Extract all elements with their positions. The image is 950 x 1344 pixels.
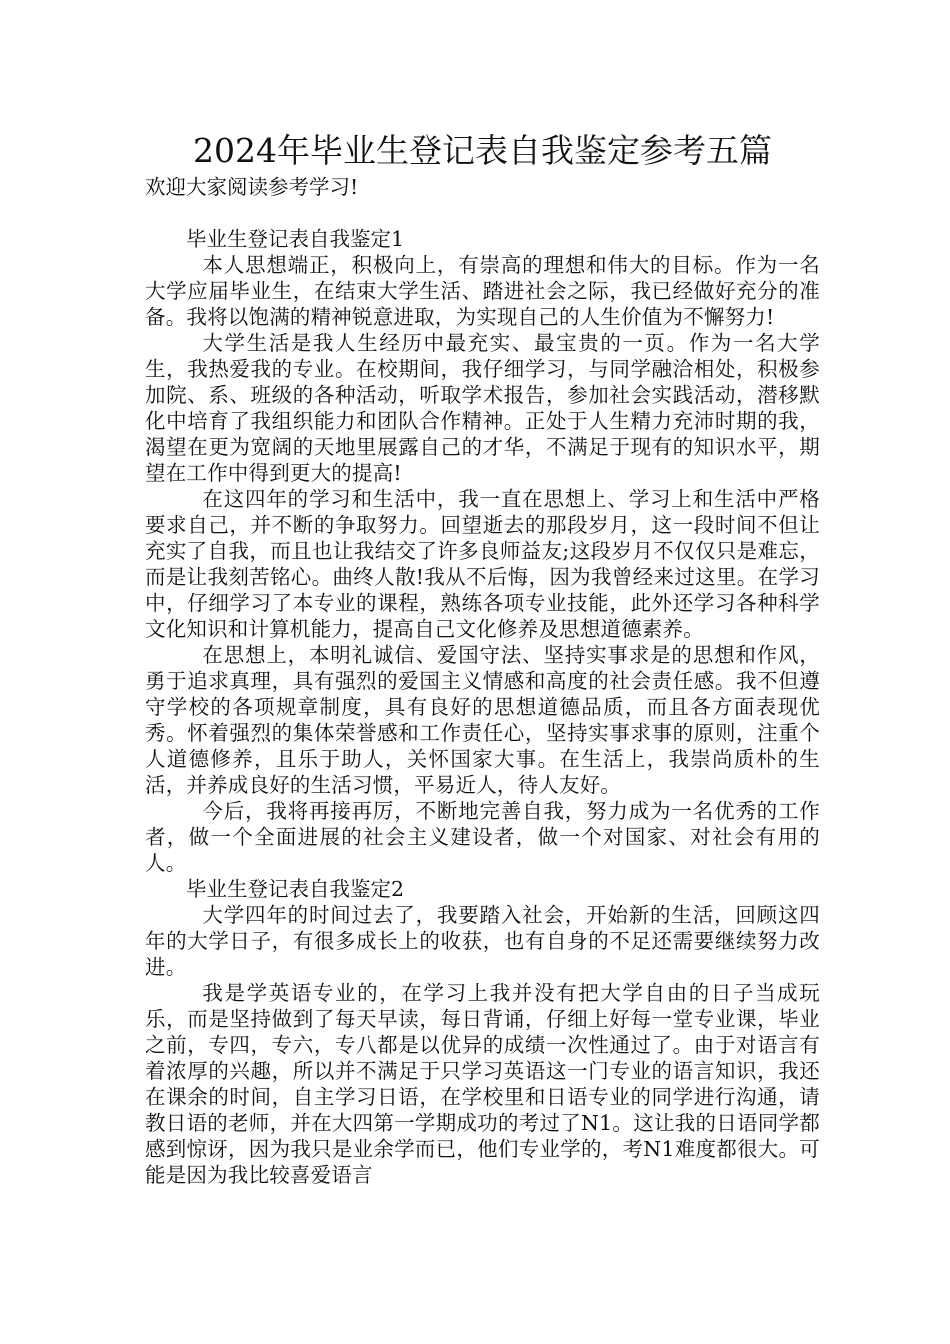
section-heading: 毕业生登记表自我鉴定1 [186, 227, 405, 251]
paragraph: 大学生活是我人生经历中最充实、最宝贵的一页。作为一名大学生，我热爱我的专业。在校期间，我仔细学习，与同学融洽相处，积极参加院、系、班级的各种活动，听取学术报告，参加社会实践活动，潜移默化中培育了我组织能力和团队合作精神。正处于人生精力充沛时期的我，渴望在更为宽阔的天地里展露自己的才华，不满足于现有的知识水平，期望在工作中得到更大的提高! [145, 331, 820, 485]
paragraph: 本人思想端正，积极向上，有崇高的理想和伟大的目标。作为一名大学应届毕业生，在结束大学生活、踏进社会之际，我已经做好充分的准备。我将以饱满的精神锐意进取，为实现自己的人生价值为不懈努力! [145, 253, 820, 329]
section-2 [145, 876, 820, 1188]
intro-text: 欢迎大家阅读参考学习! [145, 175, 359, 199]
section-heading: 毕业生登记表自我鉴定2 [186, 877, 405, 901]
paragraph: 大学四年的时间过去了，我要踏入社会，开始新的生活，回顾这四年的大学日子，有很多成长上的收获，也有自身的不足还需要继续努力改进。 [145, 903, 820, 979]
paragraph: 今后，我将再接再厉，不断地完善自我，努力成为一名优秀的工作者，做一个全面进展的社会主义建设者，做一个对国家、对社会有用的人。 [145, 799, 820, 875]
document-page [145, 128, 820, 1188]
paragraph: 我是学英语专业的，在学习上我并没有把大学自由的日子当成玩乐，而是坚持做到了每天早读，每日背诵，仔细上好每一堂专业课，毕业之前，专四，专六，专八都是以优异的成绩一次性通过了。由于对语言有着浓厚的兴趣，所以并不满足于只学习英语这一门专业的语言知识，我还在课余的时间，自主学习日语，在学校里和日语专业的同学进行沟通，请教日语的老师，并在大四第一学期成功的考过了N1。这让我的日语同学都感到惊讶，因为我只是业余学而已，他们专业学的，考N1难度都很大。可能是因为我比较喜爱语言 [145, 981, 820, 1187]
paragraph: 在思想上，本明礼诚信、爱国守法、坚持实事求是的思想和作风，勇于追求真理，具有强烈的爱国主义情感和高度的社会责任感。我不但遵守学校的各项规章制度，具有良好的思想道德品质，而且各方面表现优秀。怀着强烈的集体荣誉感和工作责任心，坚持实事求事的原则，注重个人道德修养，且乐于助人，关怀国家大事。在生活上，我崇尚质朴的生活，并养成良好的生活习惯，平易近人，待人友好。 [145, 643, 820, 797]
document-title: 2024年毕业生登记表自我鉴定参考五篇 [193, 131, 772, 170]
section-1 [145, 226, 820, 876]
paragraph: 在这四年的学习和生活中，我一直在思想上、学习上和生活中严格要求自己，并不断的争取努力。回望逝去的那段岁月，这一段时间不但让充实了自我，而且也让我结交了许多良师益友;这段岁月不仅仅只是难忘，而是让我刻苦铭心。曲终人散!我从不后悔，因为我曾经来过这里。在学习中，仔细学习了本专业的课程，熟练各项专业技能，此外还学习各种科学文化知识和计算机能力，提高自己文化修养及思想道德素养。 [145, 487, 820, 641]
